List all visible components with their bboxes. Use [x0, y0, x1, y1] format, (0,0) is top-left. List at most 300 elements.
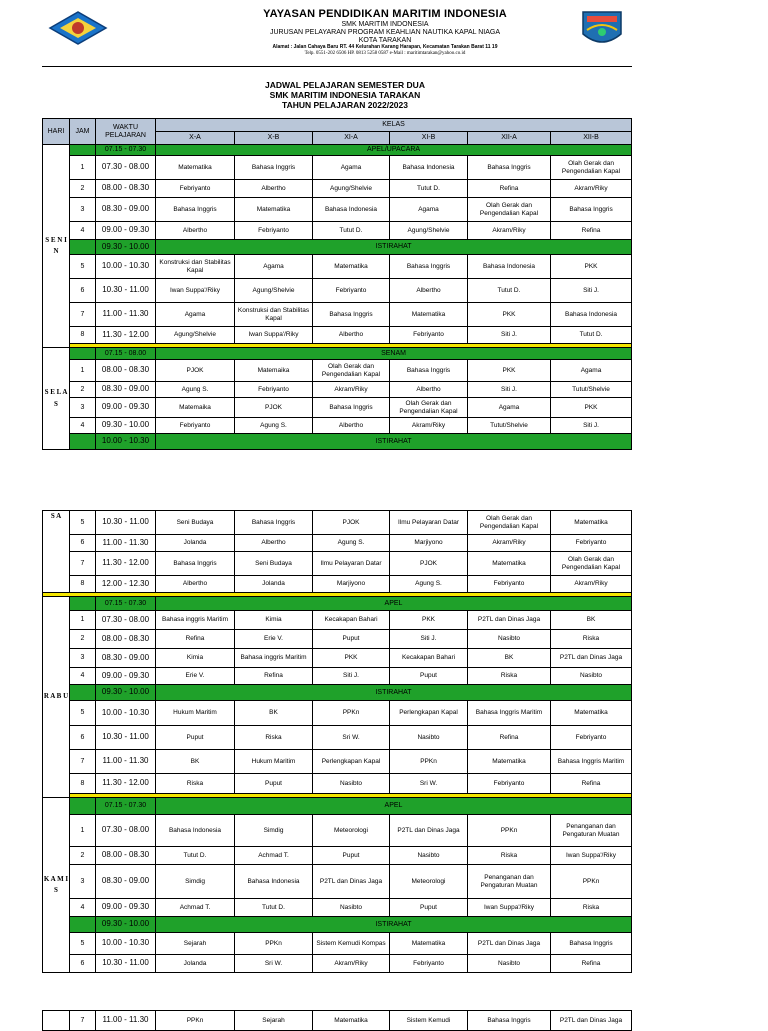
- cell: Hukum Maritim: [156, 701, 235, 726]
- cell: Agama: [313, 156, 390, 180]
- cell: Agung S.: [390, 576, 468, 593]
- cell: P2TL dan Dinas Jaga: [468, 611, 551, 630]
- cell: Kecakapan Bahari: [313, 611, 390, 630]
- period-number: 2: [70, 847, 96, 865]
- cell: Ilmu Pelayaran Datar: [390, 511, 468, 535]
- cell: Meteorologi: [313, 815, 390, 847]
- cell: Iwan Suppa'/Riky: [468, 899, 551, 917]
- cell: Tutut D.: [313, 222, 390, 240]
- period-time: 10.00 - 10.30: [96, 701, 156, 726]
- title-line-1: JADWAL PELAJARAN SEMESTER DUA: [265, 80, 425, 90]
- period-number: 2: [70, 630, 96, 649]
- cell: Siti J.: [468, 382, 551, 398]
- cell: Bahasa Inggris: [313, 398, 390, 418]
- cell: Bahasa Inggris: [390, 255, 468, 279]
- col-head-kelas: KELAS: [156, 119, 632, 132]
- schedule-table-page-1: [42, 118, 632, 450]
- period-number: 6: [70, 955, 96, 973]
- apel-time: 07.15 - 07.30: [96, 798, 156, 815]
- table-row: [43, 198, 632, 222]
- period-time: 10.00 - 10.30: [96, 933, 156, 955]
- cell: Matematika: [468, 750, 551, 774]
- cell: PPKn: [313, 701, 390, 726]
- period-time: 09.00 - 09.30: [96, 899, 156, 917]
- table-row: [43, 382, 632, 398]
- period-number: 7: [70, 552, 96, 576]
- cell: Erie V.: [235, 630, 313, 649]
- cell: PJOK: [156, 360, 235, 382]
- cell: Puput: [390, 668, 468, 685]
- cell: Bahasa Indonesia: [551, 303, 632, 327]
- cell: Olah Gerak dan Pengendalian Kapal: [390, 398, 468, 418]
- cell: Febriyanto: [468, 576, 551, 593]
- cell: Kimia: [235, 611, 313, 630]
- cell: Seni Budaya: [235, 552, 313, 576]
- col-head-waktu: WAKTU PELAJARAN: [96, 119, 156, 145]
- cell: Bahasa inggris Maritim: [156, 611, 235, 630]
- cell: Ilmu Pelayaran Datar: [313, 552, 390, 576]
- cell: Albertho: [235, 180, 313, 198]
- table-row: [43, 552, 632, 576]
- cell: Perlengkapan Kapal: [390, 701, 468, 726]
- title-line-2: SMK MARITIM INDONESIA TARAKAN: [269, 90, 421, 101]
- class-header: XII-B: [551, 132, 632, 145]
- cell: Riska: [468, 847, 551, 865]
- cell: PKK: [551, 255, 632, 279]
- cell: Albertho: [156, 576, 235, 593]
- cell: Konstruksi dan Stabilitas Kapal: [156, 255, 235, 279]
- table-row: [43, 418, 632, 434]
- table-row: [43, 156, 632, 180]
- cell: Refina: [468, 726, 551, 750]
- cell: Siti J.: [551, 418, 632, 434]
- cell: Tutut D.: [156, 847, 235, 865]
- table-row: [43, 180, 632, 198]
- period-time: 10.30 - 11.00: [96, 955, 156, 973]
- period-number: 7: [70, 750, 96, 774]
- table-row: [43, 815, 632, 847]
- cell: Albertho: [235, 535, 313, 552]
- table-row: [43, 630, 632, 649]
- cell: Olah Gerak dan Pengendalian Kapal: [313, 360, 390, 382]
- cell: Matematika: [468, 552, 551, 576]
- period-number: 2: [70, 382, 96, 398]
- cell: Tutut D.: [551, 327, 632, 344]
- cell: Akram/Riky: [468, 222, 551, 240]
- cell: Agung S.: [235, 418, 313, 434]
- cell: Matematika: [313, 1011, 390, 1031]
- cell: Refina: [551, 774, 632, 794]
- cell: Perlengkapan Kapal: [313, 750, 390, 774]
- break-banner: ISTIRAHAT: [156, 434, 632, 450]
- period-number: 3: [70, 865, 96, 899]
- cell: Bahasa Indonesia: [390, 156, 468, 180]
- period-number: 8: [70, 576, 96, 593]
- cell: Agama: [551, 360, 632, 382]
- cell: Albertho: [313, 327, 390, 344]
- cell: P2TL dan Dinas Jaga: [551, 649, 632, 668]
- cell: Bahasa Inggris Maritim: [551, 750, 632, 774]
- cell: Nasibto: [468, 955, 551, 973]
- letterhead: [0, 0, 768, 70]
- cell: Tutut/Shelvie: [551, 382, 632, 398]
- cell: Sejarah: [156, 933, 235, 955]
- cell: Bahasa inggris Maritim: [235, 649, 313, 668]
- period-time: 08.00 - 08.30: [96, 630, 156, 649]
- cell: Marjiyono: [390, 535, 468, 552]
- cell: Nasibto: [313, 899, 390, 917]
- cell: Agung S.: [313, 535, 390, 552]
- apel-banner: APEL: [156, 597, 632, 611]
- cell: BK: [551, 611, 632, 630]
- period-number: 5: [70, 701, 96, 726]
- cell: Iwan Suppa'/Riky: [156, 279, 235, 303]
- cell: Siti J.: [468, 327, 551, 344]
- cell: Agung/Shelvie: [313, 180, 390, 198]
- table-row: [43, 327, 632, 344]
- cell: Matematika: [551, 701, 632, 726]
- cell: Olah Gerak dan Pengendalian Kapal: [468, 198, 551, 222]
- cell: Nasibto: [390, 726, 468, 750]
- class-header: X-B: [235, 132, 313, 145]
- period-time: 10.30 - 11.00: [96, 726, 156, 750]
- cell: Bahasa Inggris: [390, 360, 468, 382]
- class-header: X-A: [156, 132, 235, 145]
- table-row: [43, 726, 632, 750]
- period-time: 08.00 - 08.30: [96, 360, 156, 382]
- period-time: 08.30 - 09.00: [96, 198, 156, 222]
- period-time: 07.30 - 08.00: [96, 815, 156, 847]
- cell: Hukum Maritim: [235, 750, 313, 774]
- period-number: 6: [70, 535, 96, 552]
- cell: PKK: [468, 303, 551, 327]
- break-time: 09.30 - 10.00: [96, 685, 156, 701]
- cell: PPKn: [156, 1011, 235, 1031]
- cell: Riska: [235, 726, 313, 750]
- cell: Akram/Riky: [551, 576, 632, 593]
- period-time: 07.30 - 08.00: [96, 611, 156, 630]
- class-header: XI-A: [313, 132, 390, 145]
- cell: Penanganan dan Pengaturan Muatan: [551, 815, 632, 847]
- cell: Iwan Suppa'/Riky: [235, 327, 313, 344]
- cell: Akram/Riky: [313, 382, 390, 398]
- cell: Febriyanto: [390, 327, 468, 344]
- cell: Puput: [390, 899, 468, 917]
- cell: Meteorologi: [390, 865, 468, 899]
- period-time: 11.00 - 11.30: [96, 1011, 156, 1031]
- cell: Nasibto: [313, 774, 390, 794]
- period-number: 4: [70, 222, 96, 240]
- cell: Albertho: [390, 279, 468, 303]
- period-time: 11.30 - 12.00: [96, 327, 156, 344]
- table-row: [43, 865, 632, 899]
- cell: Olah Gerak dan Pengendalian Kapal: [468, 511, 551, 535]
- table-row: [43, 611, 632, 630]
- period-time: 08.30 - 09.00: [96, 382, 156, 398]
- cell: Bahasa Inggris: [235, 156, 313, 180]
- cell: Riska: [156, 774, 235, 794]
- apel-banner: APEL/UPACARA: [156, 145, 632, 156]
- period-number: 6: [70, 726, 96, 750]
- cell: Bahasa Inggris: [156, 198, 235, 222]
- cell: Matematika: [390, 933, 468, 955]
- table-row: [43, 701, 632, 726]
- cell: Akram/Riky: [468, 535, 551, 552]
- cell: PKK: [390, 611, 468, 630]
- col-head-hari: HARI: [43, 119, 70, 145]
- cell: Nasibto: [390, 847, 468, 865]
- cell: PJOK: [235, 398, 313, 418]
- cell: Bahasa Inggris: [468, 1011, 551, 1031]
- table-row: [43, 398, 632, 418]
- cell: Febriyanto: [156, 180, 235, 198]
- cell: PJOK: [390, 552, 468, 576]
- cell: Matematika: [313, 255, 390, 279]
- cell: Matemaika: [235, 360, 313, 382]
- period-number: 4: [70, 899, 96, 917]
- address: Alamat : Jalan Cahaya Baru RT. 44 Kelurahan Karang Harapan, Kecamatan Tarakan Barat 11 19: [272, 43, 498, 50]
- cell: Tutut D.: [390, 180, 468, 198]
- school-name: SMK MARITIM INDONESIA: [341, 20, 429, 28]
- table-row: [43, 222, 632, 240]
- apel-time: 07.15 - 07.30: [96, 145, 156, 156]
- senam-time: 07.15 - 08.00: [96, 348, 156, 360]
- period-time: 09.00 - 09.30: [96, 398, 156, 418]
- period-number: 5: [70, 255, 96, 279]
- cell: Febriyanto: [235, 222, 313, 240]
- period-time: 11.30 - 12.00: [96, 774, 156, 794]
- period-number: 4: [70, 418, 96, 434]
- period-number: 3: [70, 398, 96, 418]
- cell: Nasibto: [551, 668, 632, 685]
- period-time: 09.30 - 10.00: [96, 418, 156, 434]
- period-time: 12.00 - 12.30: [96, 576, 156, 593]
- cell: Tutut D.: [468, 279, 551, 303]
- cell: Akram/Riky: [390, 418, 468, 434]
- cell: Febriyanto: [551, 535, 632, 552]
- cell: Puput: [313, 847, 390, 865]
- cell: Agama: [390, 198, 468, 222]
- cell: Penanganan dan Pengaturan Muatan: [468, 865, 551, 899]
- cell: Erie V.: [156, 668, 235, 685]
- break-time: 09.30 - 10.00: [96, 917, 156, 933]
- day-label-rabu: R A B U: [43, 597, 70, 798]
- period-number: 1: [70, 815, 96, 847]
- cell: Seni Budaya: [156, 511, 235, 535]
- period-number: 8: [70, 774, 96, 794]
- cell: Riska: [551, 899, 632, 917]
- period-number: 1: [70, 611, 96, 630]
- period-time: 11.30 - 12.00: [96, 552, 156, 576]
- table-row: [43, 955, 632, 973]
- schedule-table-page-3: [42, 1010, 632, 1031]
- cell: Jolanda: [156, 535, 235, 552]
- period-number: 2: [70, 180, 96, 198]
- cell: PJOK: [313, 511, 390, 535]
- break-time: 10.00 - 10.30: [96, 434, 156, 450]
- cell: Sri W.: [390, 774, 468, 794]
- col-head-jam: JAM: [70, 119, 96, 145]
- cell: Kimia: [156, 649, 235, 668]
- cell: Bahasa Indonesia: [156, 815, 235, 847]
- table-row: [43, 279, 632, 303]
- break-banner: ISTIRAHAT: [156, 240, 632, 255]
- period-number: 4: [70, 668, 96, 685]
- table-row: [43, 360, 632, 382]
- cell: Akram/Riky: [313, 955, 390, 973]
- table-row: [43, 899, 632, 917]
- schedule-title: [150, 80, 540, 111]
- cell: Sri W.: [313, 726, 390, 750]
- cell: Bahasa Inggris: [551, 933, 632, 955]
- cell: Olah Gerak dan Pengendalian Kapal: [551, 552, 632, 576]
- cell: PPKn: [468, 815, 551, 847]
- cell: BK: [156, 750, 235, 774]
- senam-banner: SENAM: [156, 348, 632, 360]
- cell: PPKn: [390, 750, 468, 774]
- title-line-3: TAHUN PELAJARAN 2022/2023: [282, 100, 408, 111]
- cell: Puput: [235, 774, 313, 794]
- cell: Sri W.: [235, 955, 313, 973]
- cell: Simdig: [156, 865, 235, 899]
- cell: Puput: [313, 630, 390, 649]
- class-header: XII-A: [468, 132, 551, 145]
- cell: Bahasa Inggris: [551, 198, 632, 222]
- period-time: 08.30 - 09.00: [96, 649, 156, 668]
- period-time: 11.00 - 11.30: [96, 535, 156, 552]
- cell: Albertho: [390, 382, 468, 398]
- cell: Siti J.: [390, 630, 468, 649]
- table-row: [43, 511, 632, 535]
- cell: Achmad T.: [156, 899, 235, 917]
- cell: Bahasa Indonesia: [313, 198, 390, 222]
- cell: Bahasa Inggris: [235, 511, 313, 535]
- cell: Refina: [156, 630, 235, 649]
- table-row: [43, 847, 632, 865]
- period-number: 5: [70, 933, 96, 955]
- cell: Refina: [551, 955, 632, 973]
- period-time: 10.00 - 10.30: [96, 255, 156, 279]
- cell: PPKn: [551, 865, 632, 899]
- cell: Kecakapan Bahari: [390, 649, 468, 668]
- cell: Sistem Kemudi: [390, 1011, 468, 1031]
- cell: Matematika: [551, 511, 632, 535]
- contact-info: Telp. 0551-202 6506 HP. 0813 5258 0587 e-Mail : maritimtarakan@yahoo.co.id: [304, 50, 466, 56]
- table-row: [43, 933, 632, 955]
- program-name: JURUSAN PELAYARAN PROGRAM KEAHLIAN NAUTIKA KAPAL NIAGA: [269, 28, 501, 36]
- cell: Febriyanto: [313, 279, 390, 303]
- cell: Albertho: [156, 222, 235, 240]
- cell: Agung/Shelvie: [156, 327, 235, 344]
- cell: Riska: [551, 630, 632, 649]
- period-time: 10.30 - 11.00: [96, 279, 156, 303]
- cell: Agung/Shelvie: [235, 279, 313, 303]
- cell: Siti J.: [313, 668, 390, 685]
- table-row: [43, 255, 632, 279]
- class-header: XI-B: [390, 132, 468, 145]
- cell: Akram/Riky: [551, 180, 632, 198]
- cell: Bahasa Inggris Maritim: [468, 701, 551, 726]
- break-banner: ISTIRAHAT: [156, 685, 632, 701]
- period-time: 08.30 - 09.00: [96, 865, 156, 899]
- cell: P2TL dan Dinas Jaga: [551, 1011, 632, 1031]
- table-row: [43, 750, 632, 774]
- cell: Simdig: [235, 815, 313, 847]
- cell: Matematika: [235, 198, 313, 222]
- period-time: 08.00 - 08.30: [96, 180, 156, 198]
- table-row: [43, 535, 632, 552]
- cell: BK: [468, 649, 551, 668]
- period-number: 1: [70, 360, 96, 382]
- day-label-senin: S E N I N: [43, 145, 70, 348]
- cell: Febriyanto: [235, 382, 313, 398]
- cell: Olah Gerak dan Pengendalian Kapal: [551, 156, 632, 180]
- period-number: 6: [70, 279, 96, 303]
- cell: Riska: [468, 668, 551, 685]
- cell: Agung/Shelvie: [390, 222, 468, 240]
- cell: P2TL dan Dinas Jaga: [313, 865, 390, 899]
- cell: P2TL dan Dinas Jaga: [468, 933, 551, 955]
- cell: Febriyanto: [390, 955, 468, 973]
- break-time: 09.30 - 10.00: [96, 240, 156, 255]
- table-row: [43, 303, 632, 327]
- cell: Sejarah: [235, 1011, 313, 1031]
- period-number: 3: [70, 649, 96, 668]
- table-row: [43, 576, 632, 593]
- cell: Agung S.: [156, 382, 235, 398]
- cell: Refina: [468, 180, 551, 198]
- cell: Albertho: [313, 418, 390, 434]
- period-time: 09.00 - 09.30: [96, 222, 156, 240]
- period-time: 09.00 - 09.30: [96, 668, 156, 685]
- cell: Jolanda: [235, 576, 313, 593]
- cell: Puput: [156, 726, 235, 750]
- period-number: 7: [70, 303, 96, 327]
- day-label-kamis: K A M I S: [43, 798, 70, 973]
- org-name: YAYASAN PENDIDIKAN MARITIM INDONESIA: [263, 8, 507, 20]
- period-time: 07.30 - 08.00: [96, 156, 156, 180]
- table-row: [43, 774, 632, 794]
- period-number: 1: [70, 156, 96, 180]
- cell: Agama: [468, 398, 551, 418]
- cell: Bahasa Indonesia: [235, 865, 313, 899]
- cell: P2TL dan Dinas Jaga: [390, 815, 468, 847]
- cell: Febriyanto: [156, 418, 235, 434]
- cell: PKK: [551, 398, 632, 418]
- apel-banner: APEL: [156, 798, 632, 815]
- cell: Tutut D.: [235, 899, 313, 917]
- cell: Bahasa Inggris: [156, 552, 235, 576]
- cell: Konstruksi dan Stabilitas Kapal: [235, 303, 313, 327]
- cell: PKK: [313, 649, 390, 668]
- cell: Sistem Kemudi Kompas: [313, 933, 390, 955]
- day-label-selasa: S E L A S: [43, 348, 70, 450]
- cell: Marjiyono: [313, 576, 390, 593]
- table-row: [43, 1011, 632, 1031]
- header-divider: [42, 66, 632, 67]
- foundation-logo-icon: [46, 10, 110, 46]
- period-number: 5: [70, 511, 96, 535]
- cell: Refina: [235, 668, 313, 685]
- cell: Tutut/Shelvie: [468, 418, 551, 434]
- cell: Achmad T.: [235, 847, 313, 865]
- cell: BK: [235, 701, 313, 726]
- cell: Agama: [156, 303, 235, 327]
- cell: Febriyanto: [468, 774, 551, 794]
- cell: Bahasa Inggris: [468, 156, 551, 180]
- period-number: 7: [70, 1011, 96, 1031]
- period-number: 8: [70, 327, 96, 344]
